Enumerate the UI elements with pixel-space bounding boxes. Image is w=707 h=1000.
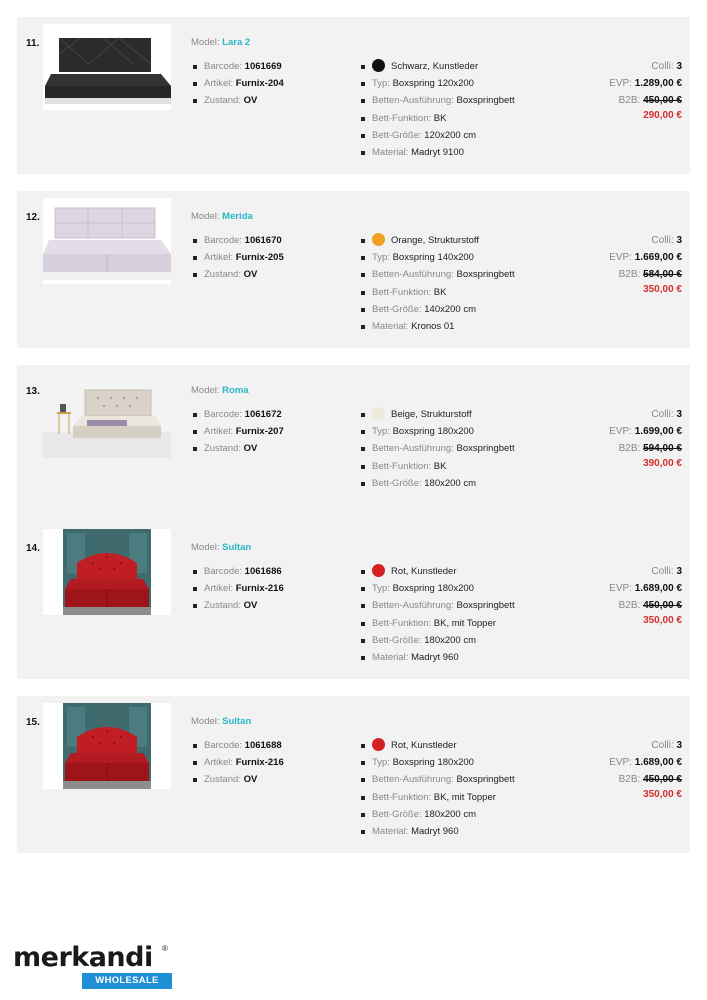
merkandi-logo[interactable] [13,942,168,986]
item-number: 13. [26,386,40,397]
identity-list [193,58,284,110]
product-image[interactable] [43,198,171,284]
model-line: Model: Lara 2 [191,37,251,48]
evp-line: EVP: 1.689,00 € [609,757,682,769]
sale-price: 290,00 € [643,109,682,121]
funktion-row: Bett-Funktion: BK, mit Topper [361,789,515,806]
item-number: 11. [26,38,40,49]
model-name: Sultan [222,542,252,553]
evp-line: EVP: 1.669,00 € [609,252,682,264]
spec-list [361,737,515,840]
typ-row: Typ: Boxspring 120x200 [361,75,515,92]
typ-row: Typ: Boxspring 180x200 [361,580,515,597]
item-number: 14. [26,543,40,554]
groesse-row: Bett-Größe: 180x200 cm [361,475,515,492]
material-row: Material: Madryt 9100 [361,144,515,161]
product-image[interactable] [43,24,171,110]
color-row: Orange, Strukturstoff [361,232,515,249]
price-block [609,232,682,296]
groesse-row: Bett-Größe: 180x200 cm [361,632,515,649]
typ-row: Typ: Boxspring 140x200 [361,249,515,266]
colli-line: Colli: 3 [651,409,682,420]
spec-list [361,563,515,666]
zustand-row: Zustand: OV [193,440,284,457]
ausfuehrung-row: Betten-Ausführung: Boxspringbett [361,92,515,109]
barcode-row: Barcode: 1061672 [193,406,284,423]
model-line: Model: Sultan [191,716,252,727]
model-line: Model: Merida [191,211,253,222]
evp-line: EVP: 1.699,00 € [609,426,682,438]
material-row: Material: Kronos 01 [361,318,515,335]
typ-row: Typ: Boxspring 180x200 [361,754,515,771]
model-name: Lara 2 [222,37,251,48]
groesse-row: Bett-Größe: 120x200 cm [361,127,515,144]
colli-line: Colli: 3 [651,235,682,246]
identity-list [193,563,284,615]
material-row: Material: Madryt 960 [361,823,515,840]
product-card [17,365,690,522]
identity-list [193,232,284,284]
price-block [609,58,682,122]
model-line: Model: Roma [191,385,249,396]
identity-list [193,406,284,458]
color-swatch-icon [372,738,385,751]
spec-list [361,406,515,492]
price-block [609,406,682,470]
evp-line: EVP: 1.689,00 € [609,583,682,595]
groesse-row: Bett-Größe: 180x200 cm [361,806,515,823]
zustand-row: Zustand: OV [193,266,284,283]
artikel-row: Artikel: Furnix-205 [193,249,284,266]
color-swatch-icon [372,59,385,72]
color-row: Beige, Strukturstoff [361,406,515,423]
barcode-row: Barcode: 1061669 [193,58,284,75]
identity-list [193,737,284,789]
model-line: Model: Sultan [191,542,252,553]
logo-wordmark: merkandi [13,942,153,973]
ausfuehrung-row: Betten-Ausführung: Boxspringbett [361,771,515,788]
product-image[interactable] [43,703,171,789]
ausfuehrung-row: Betten-Ausführung: Boxspringbett [361,597,515,614]
product-card [17,696,690,853]
funktion-row: Bett-Funktion: BK [361,110,515,127]
barcode-row: Barcode: 1061670 [193,232,284,249]
color-swatch-icon [372,233,385,246]
material-row: Material: Madryt 960 [361,649,515,666]
typ-row: Typ: Boxspring 180x200 [361,423,515,440]
colli-line: Colli: 3 [651,740,682,751]
funktion-row: Bett-Funktion: BK [361,284,515,301]
funktion-row: Bett-Funktion: BK [361,458,515,475]
color-row: Rot, Kunstleder [361,737,515,754]
zustand-row: Zustand: OV [193,597,284,614]
color-swatch-icon [372,564,385,577]
price-block [609,563,682,627]
product-image[interactable] [43,372,171,458]
color-row: Schwarz, Kunstleder [361,58,515,75]
artikel-row: Artikel: Furnix-207 [193,423,284,440]
product-image[interactable] [43,529,171,615]
funktion-row: Bett-Funktion: BK, mit Topper [361,615,515,632]
item-number: 12. [26,212,40,223]
registered-mark: ® [162,944,168,953]
product-card [17,17,690,174]
barcode-row: Barcode: 1061688 [193,737,284,754]
colli-line: Colli: 3 [651,61,682,72]
artikel-row: Artikel: Furnix-204 [193,75,284,92]
model-name: Merida [222,211,253,222]
price-block [609,737,682,801]
b2b-line: B2B: 450,00 € [618,600,682,612]
barcode-row: Barcode: 1061686 [193,563,284,580]
product-card [17,522,690,679]
model-name: Roma [222,385,249,396]
ausfuehrung-row: Betten-Ausführung: Boxspringbett [361,266,515,283]
groesse-row: Bett-Größe: 140x200 cm [361,301,515,318]
spec-list [361,58,515,161]
b2b-line: B2B: 594,00 € [618,443,682,455]
zustand-row: Zustand: OV [193,92,284,109]
zustand-row: Zustand: OV [193,771,284,788]
model-name: Sultan [222,716,252,727]
sale-price: 350,00 € [643,788,682,800]
colli-line: Colli: 3 [651,566,682,577]
b2b-line: B2B: 584,00 € [618,269,682,281]
artikel-row: Artikel: Furnix-216 [193,754,284,771]
sale-price: 390,00 € [643,457,682,469]
b2b-line: B2B: 450,00 € [618,774,682,786]
color-swatch-icon [372,407,385,420]
ausfuehrung-row: Betten-Ausführung: Boxspringbett [361,440,515,457]
b2b-line: B2B: 450,00 € [618,95,682,107]
sale-price: 350,00 € [643,614,682,626]
item-number: 15. [26,717,40,728]
evp-line: EVP: 1.289,00 € [609,78,682,90]
color-row: Rot, Kunstleder [361,563,515,580]
sale-price: 350,00 € [643,283,682,295]
wholesale-badge: WHOLESALE [82,973,172,989]
product-card [17,191,690,348]
artikel-row: Artikel: Furnix-216 [193,580,284,597]
spec-list [361,232,515,335]
